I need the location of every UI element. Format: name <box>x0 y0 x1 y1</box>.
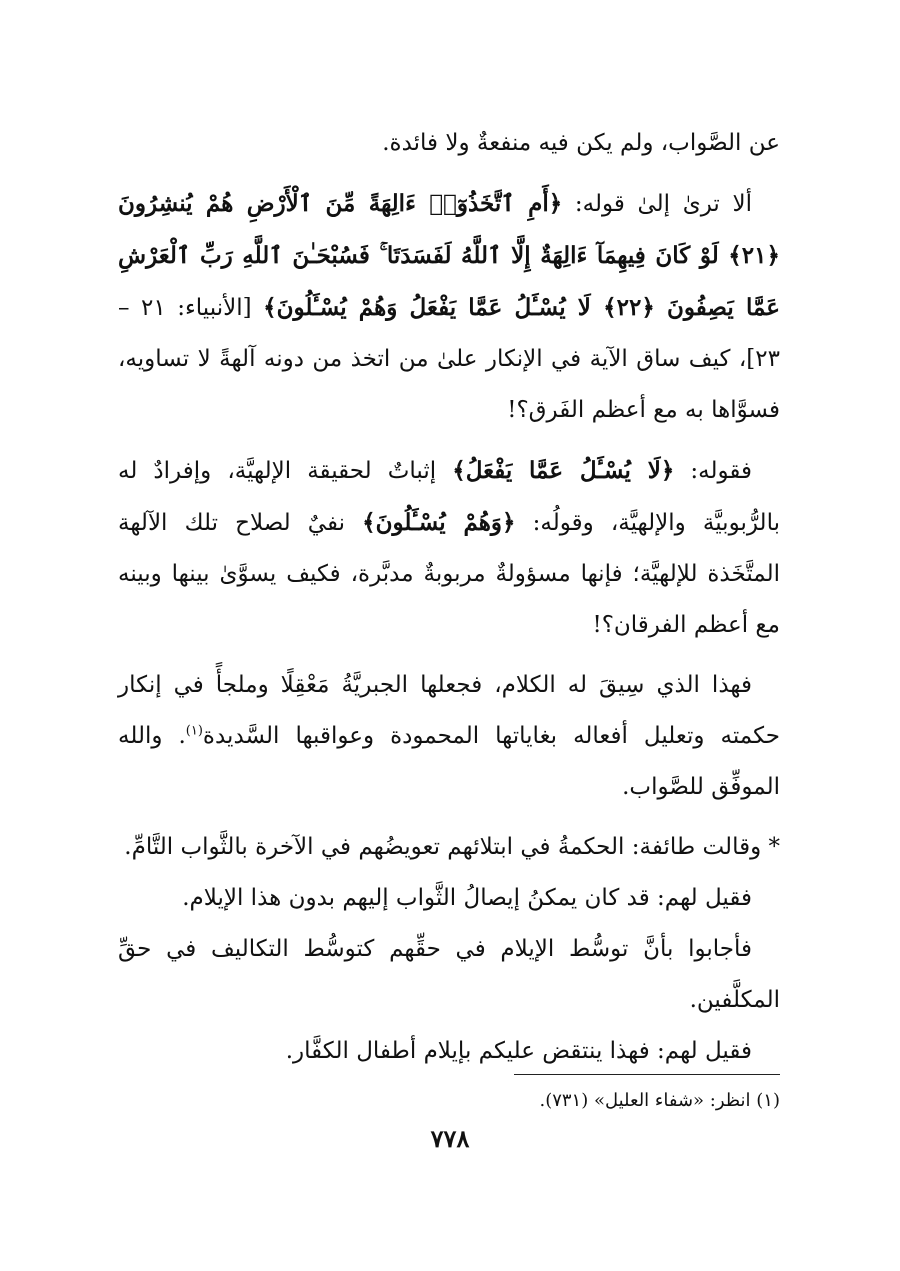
paragraph-3-b: إثباتٌ لحقيقة الإلهيَّة، وإفرادٌ له بالرُّبوبيَّة والإلهيَّة، وقولُه: <box>118 458 780 536</box>
paragraph-2-rest: ، كيف ساق الآية في الإنكار علىٰ من اتخذ من دونه آلهةً لا تساويه، فسوَّاها به مع أعظم الفَرق؟! <box>118 346 780 423</box>
paragraph-1-text: عن الصَّواب، ولم يكن فيه منفعةٌ ولا فائدة. <box>382 130 780 156</box>
quran-open-bracket: ﴿ <box>548 190 563 217</box>
footnote-marker[interactable]: (١) <box>185 723 203 739</box>
footnote-separator <box>514 1074 780 1075</box>
paragraph-6 <box>118 873 780 924</box>
paragraph-3-a: فقوله: <box>674 458 753 484</box>
paragraph-1 <box>118 118 780 169</box>
quran-open-bracket: ﴿ <box>660 457 675 484</box>
quran-verse: وَهُمْ يُسْـَٔلُونَ <box>375 509 503 536</box>
paragraph-7 <box>118 924 780 1026</box>
paragraph-4-text: فهذا الذي سِيقَ له الكلام، فجعلها الجبريَّةُ مَعْقِلًا وملجأً في إنكار حكمته وتعليل أفعاله بغاياتها المحمودة وعواقبها السَّديدة <box>118 672 780 749</box>
paragraph-2-intro: ألا ترىٰ إلىٰ قوله: <box>562 191 752 217</box>
quran-verse: لَا يُسْـَٔلُ عَمَّا يَفْعَلُ <box>465 457 661 484</box>
paragraph-6-text: فقيل لهم: قد كان يمكنُ إيصالُ الثَّواب إليهم بدون هذا الإيلام. <box>182 885 752 911</box>
footnote: (١) انظر: «شفاء العليل» (٧٣١). <box>539 1090 780 1111</box>
paragraph-3 <box>118 445 780 651</box>
quran-close-bracket: ﴾ <box>362 509 376 536</box>
paragraph-5 <box>118 822 780 873</box>
main-text <box>118 118 780 1077</box>
paragraph-3-c: نفيٌ لصلاح تلك الآلهة المتَّخَذة للإلهيَّة؛ فإنها مسؤولةٌ مربوبةٌ مدبَّرة، فكيف يسوَّىٰ بينها وبينه مع أعظم الفرقان؟! <box>118 510 780 638</box>
quran-verse: أَمِ ٱتَّخَذُوٓا۟ ءَالِهَةً مِّنَ ٱلْأَرْضِ هُمْ يُنشِرُونَ ﴿٢١﴾ لَوْ كَانَ فِيهِمَآ ءَالِهَةٌ إِلَّا ٱللَّهُ لَفَسَدَتَا ۚ فَسُبْحَـٰنَ ٱللَّهِ رَبِّ ٱلْعَرْشِ عَمَّا يَصِفُونَ ﴿٢٢﴾ لَا يُسْـَٔلُ عَمَّا يَفْعَلُ وَهُمْ يُسْـَٔلُونَ <box>118 190 780 321</box>
paragraph-4 <box>118 660 780 813</box>
paragraph-8 <box>118 1026 780 1077</box>
page-number: ٧٧٨ <box>430 1124 470 1153</box>
paragraph-8-text: فقيل لهم: فهذا ينتقض عليكم بإيلام أطفال الكفَّار. <box>285 1038 752 1064</box>
paragraph-7-text: فأجابوا بأنَّ توسُّط الإيلام في حقِّهم كتوسُّط التكاليف في حقِّ المكلَّفين. <box>118 936 780 1013</box>
quran-open-bracket: ﴿ <box>502 509 516 536</box>
quran-close-bracket: ﴾ <box>263 294 277 321</box>
verse-reference: [الأنبياء: ٢١ – ٢٣] <box>118 295 780 372</box>
paragraph-2 <box>118 178 780 436</box>
paragraph-4-end: . والله الموفِّق للصَّواب. <box>118 723 780 800</box>
paragraph-5-text: * وقالت طائفة: الحكمةُ في ابتلائهم تعويضُهم في الآخرة بالثَّواب التَّامِّ. <box>124 834 780 860</box>
quran-close-bracket: ﴾ <box>452 457 466 484</box>
